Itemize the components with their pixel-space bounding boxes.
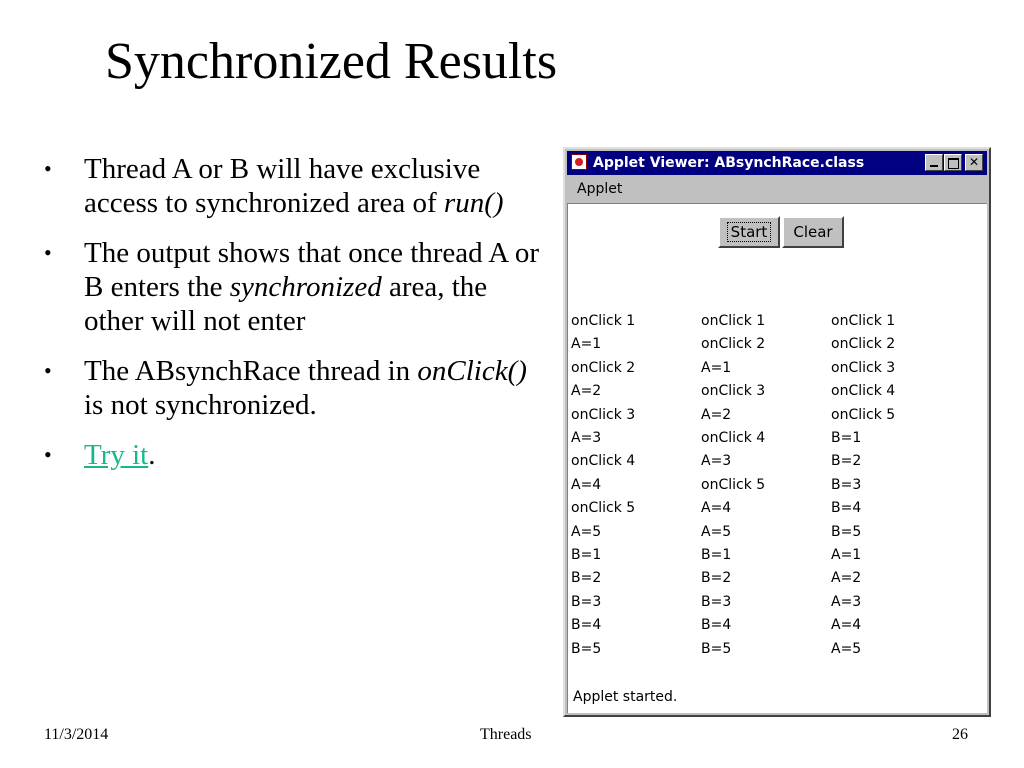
bullet-item (44, 354, 544, 422)
output-line: onClick 1 (831, 313, 896, 329)
output-line: onClick 2 (571, 359, 636, 376)
minimize-icon (930, 165, 938, 167)
output-line: onClick 2 (831, 336, 896, 353)
start-button-label: Start (728, 223, 771, 241)
output-line: onClick 3 (831, 359, 896, 376)
output-line: B=5 (831, 523, 862, 540)
status-text: Applet started. (573, 689, 678, 705)
output-line: B=5 (571, 640, 602, 657)
output-line: onClick 3 (571, 406, 636, 423)
output-line: A=2 (701, 406, 732, 423)
bullet-item (44, 236, 544, 338)
output-line: A=4 (831, 617, 862, 634)
applet-window (563, 147, 991, 717)
footer-title: Threads (480, 726, 532, 743)
output-line: B=1 (701, 547, 732, 564)
bullet-icon: • (44, 156, 52, 181)
slide-title: Synchronized Results (105, 33, 558, 90)
output-line: onClick 1 (571, 313, 636, 329)
close-icon: ✕ (968, 155, 980, 169)
output-line: A=3 (701, 453, 732, 470)
output-line: B=4 (831, 500, 862, 517)
output-line: B=4 (701, 617, 732, 634)
minimize-button[interactable] (925, 154, 943, 171)
start-button[interactable] (718, 216, 780, 248)
output-line: A=3 (831, 593, 862, 610)
bullet-icon: • (44, 442, 52, 467)
bullet-italic: run() (443, 187, 504, 219)
output-line: onClick 2 (701, 336, 766, 353)
output-line: B=3 (831, 476, 862, 493)
output-line: onClick 4 (831, 383, 896, 400)
bullet-text-tail: area, the other will not enter (84, 271, 488, 337)
output-line: B=3 (701, 593, 732, 610)
output-line: A=1 (831, 547, 862, 564)
output-line: B=4 (571, 617, 602, 634)
bullet-text: The ABsynchRace thread in (84, 355, 418, 387)
bullet-icon: • (44, 358, 52, 383)
output-line: A=2 (571, 383, 602, 400)
maximize-button[interactable] (944, 154, 962, 171)
output-column-3 (831, 310, 895, 661)
bullet-icon: • (44, 240, 52, 265)
bullet-item (44, 438, 544, 472)
applet-content (567, 203, 987, 713)
output-line: B=1 (571, 547, 602, 564)
output-line: onClick 4 (701, 430, 766, 447)
footer-date: 11/3/2014 (44, 726, 109, 743)
bullet-text: Thread A or B will have exclusive access to synchronized area of (84, 153, 481, 219)
output-line: B=2 (571, 570, 602, 587)
output-line: A=2 (831, 570, 862, 587)
maximize-icon (948, 158, 959, 169)
output-line: A=5 (571, 523, 602, 540)
close-button[interactable] (965, 154, 983, 171)
output-line: A=5 (831, 640, 862, 657)
output-line: B=3 (571, 593, 602, 610)
output-line: A=3 (571, 430, 602, 447)
window-title: Applet Viewer: ABsynchRace.class (593, 155, 865, 171)
bullet-list (44, 152, 544, 488)
clear-button-label: Clear (793, 223, 833, 241)
bullet-text-tail: . (148, 439, 156, 471)
output-line: B=2 (701, 570, 732, 587)
java-app-icon (571, 154, 587, 170)
page-number: 26 (952, 726, 968, 743)
applet-titlebar[interactable] (567, 151, 987, 175)
output-line: onClick 5 (831, 406, 896, 423)
output-line: A=4 (571, 476, 602, 493)
bullet-text-tail: is not synchronized. (84, 389, 317, 421)
bullet-italic: synchronized (229, 271, 382, 303)
output-line: A=1 (701, 359, 732, 376)
output-line: A=4 (701, 500, 732, 517)
output-line: A=5 (701, 523, 732, 540)
clear-button[interactable] (782, 216, 844, 248)
output-column-2 (701, 310, 765, 661)
output-column-1 (571, 310, 635, 661)
bullet-text: The output shows that once thread A or B enters the (84, 237, 540, 303)
bullet-item (44, 152, 544, 220)
output-line: onClick 5 (701, 476, 766, 493)
try-it-link[interactable]: Try it (84, 439, 149, 471)
output-line: A=1 (571, 336, 602, 353)
output-line: onClick 1 (701, 313, 766, 329)
output-line: B=1 (831, 430, 862, 447)
output-line: B=5 (701, 640, 732, 657)
menu-bar (567, 177, 987, 201)
menu-applet[interactable]: Applet (577, 181, 623, 197)
output-line: B=2 (831, 453, 862, 470)
bullet-italic: onClick() (417, 355, 527, 387)
output-line: onClick 3 (701, 383, 766, 400)
output-line: onClick 5 (571, 500, 636, 517)
output-line: onClick 4 (571, 453, 636, 470)
